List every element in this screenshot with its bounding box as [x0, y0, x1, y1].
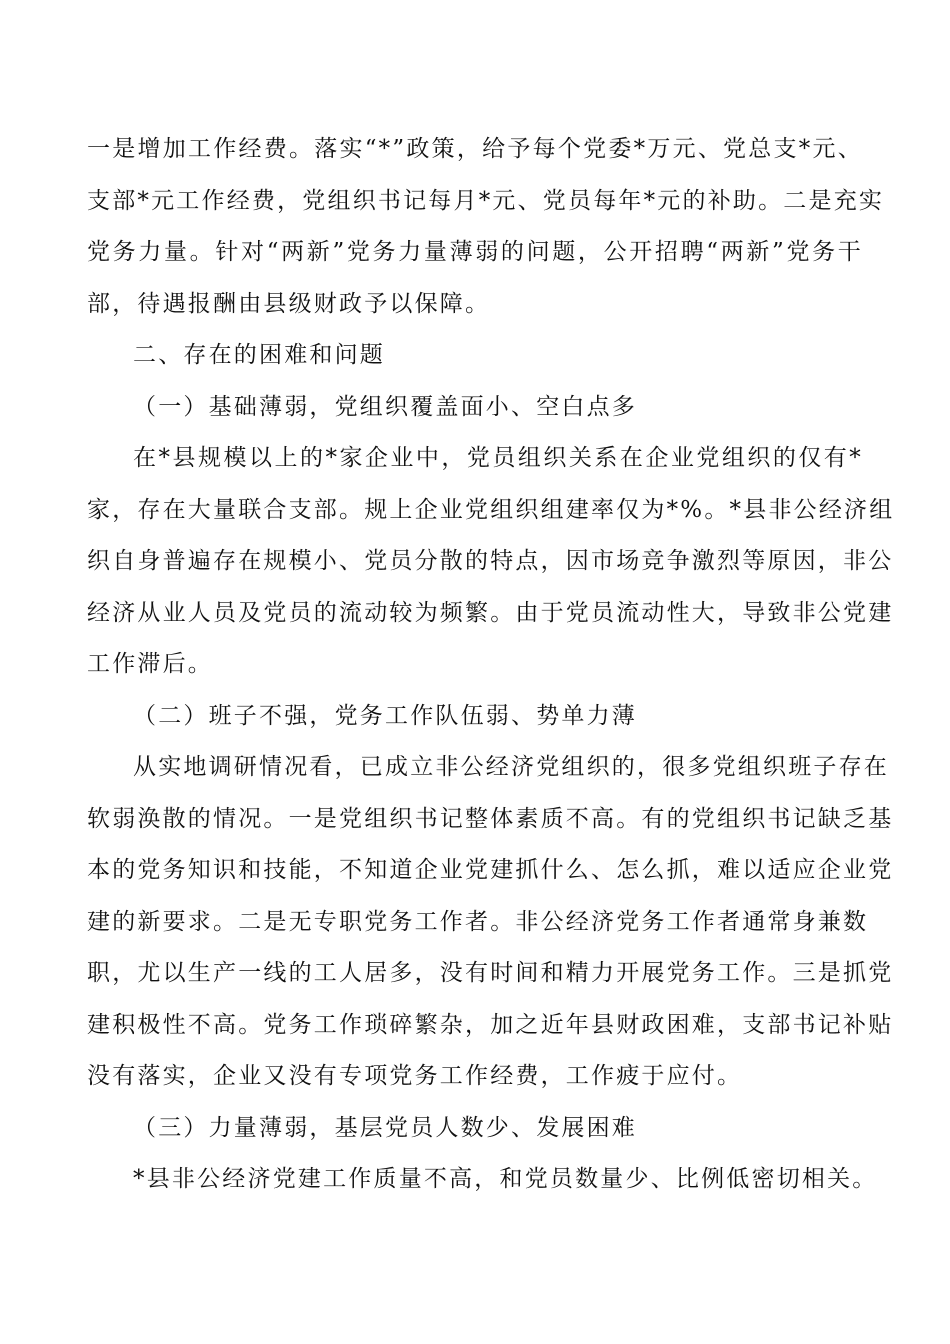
document-body — [87, 124, 895, 1206]
text-line: 党务力量。针对“两新”党务力量薄弱的问题，公开招聘“两新”党务干 — [87, 239, 863, 265]
paragraph-few-members — [87, 1154, 878, 1206]
text-line: 一是增加工作经费。落实“*”政策，给予每个党委*万元、党总支*元、 — [87, 136, 863, 162]
text-line: 软弱涣散的情况。一是党组织书记整体素质不高。有的党组织书记缺乏基 — [87, 805, 894, 832]
paragraph-funding — [87, 124, 885, 330]
text-line: 织自身普遍存在规模小、党员分散的特点，因市场竞争激烈等原因，非公 — [87, 548, 894, 574]
subsection-heading-3: （三）力量薄弱，基层党员人数少、发展困难 — [133, 1114, 637, 1141]
text-line: 从实地调研情况看，已成立非公经济党组织的，很多党组织班子存在 — [133, 754, 889, 780]
text-line: *县非公经济党建工作质量不高，和党员数量少、比例低密切相关。 — [133, 1166, 878, 1192]
text-line: 部，待遇报酬由县级财政予以保障。 — [87, 290, 491, 317]
section-heading: 二、存在的困难和问题 — [133, 342, 385, 368]
text-line: 职，尤以生产一线的工人居多，没有时间和精力开展党务工作。三是抓党 — [87, 960, 894, 986]
text-line: 经济从业人员及党员的流动较为频繁。由于党员流动性大，导致非公党建 — [87, 599, 894, 626]
subsection-heading-1: （一）基础薄弱，党组织覆盖面小、空白点多 — [133, 393, 637, 420]
paragraph-weak-foundation — [87, 433, 895, 691]
text-line: 家，存在大量联合支部。规上企业党组织组建率仅为*%。*县非公经济组 — [87, 496, 895, 523]
text-line: 没有落实，企业又没有专项党务工作经费，工作疲于应付。 — [87, 1063, 743, 1089]
subsection-heading-2: （二）班子不强，党务工作队伍弱、势单力薄 — [133, 702, 637, 729]
text-line: 在*县规模以上的*家企业中，党员组织关系在企业党组织的仅有* — [133, 445, 863, 471]
paragraph-weak-team — [87, 742, 894, 1103]
text-line: 建积极性不高。党务工作琐碎繁杂，加之近年县财政困难，支部书记补贴 — [87, 1011, 894, 1038]
text-line: 工作滞后。 — [87, 651, 213, 677]
text-line: 支部*元工作经费，党组织书记每月*元、党员每年*元的补助。二是充实 — [87, 187, 885, 214]
text-line: 本的党务知识和技能，不知道企业党建抓什么、怎么抓，难以适应企业党 — [87, 857, 894, 883]
text-line: 建的新要求。二是无专职党务工作者。非公经济党务工作者通常身兼数 — [87, 908, 869, 935]
